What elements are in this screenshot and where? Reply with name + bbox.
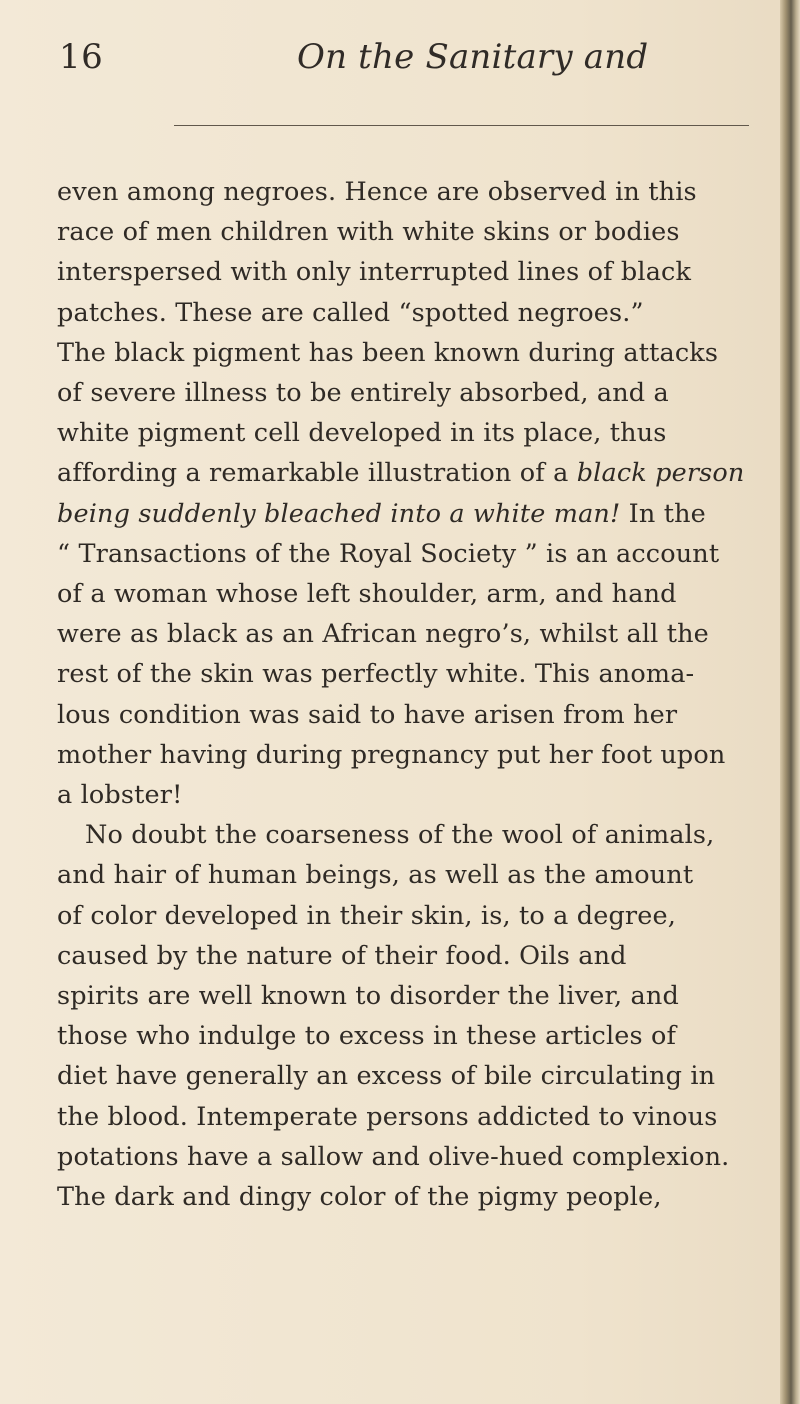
page-header [0, 0, 800, 140]
text-line-24: the blood. Intemperate persons addicted to vinous [57, 1101, 718, 1132]
text-line-8-italic: black person [576, 458, 745, 489]
text-line-25: potations have a sallow and olive-hued complexion. [57, 1141, 730, 1172]
text-line-9 [57, 494, 748, 534]
text-line-3: interspersed with only interrupted lines of black [57, 257, 692, 288]
running-head: On the Sanitary and [297, 37, 649, 77]
text-line-10: “ Transactions of the Royal Society ” is an account [57, 538, 720, 569]
text-line-12: were as black as an African negro’s, whilst all the [57, 619, 709, 650]
text-line-20: caused by the nature of their food. Oils and [57, 940, 627, 971]
text-line-4: patches. These are called “spotted negroes.” [57, 297, 644, 328]
page-edge [780, 0, 800, 1404]
text-line-13: rest of the skin was perfectly white. This anoma- [57, 659, 695, 690]
text-line-23: diet have generally an excess of bile circulating in [57, 1061, 716, 1092]
text-line-18: and hair of human beings, as well as the amount [57, 860, 694, 891]
text-line-8 [57, 453, 748, 493]
text-line-15: mother having during pregnancy put her foot upon [57, 739, 726, 770]
text-line-11: of a woman whose left shoulder, arm, and hand [57, 579, 677, 610]
text-line-1: even among negroes. Hence are observed in this [57, 177, 697, 207]
text-line-26: The dark and dingy color of the pigmy people, [57, 1182, 662, 1213]
text-line-17: No doubt the coarseness of the wool of animals, [85, 820, 715, 851]
header-rule [174, 125, 749, 126]
text-line-19: of color developed in their skin, is, to a degree, [57, 900, 677, 931]
text-line-22: those who indulge to excess in these articles of [57, 1021, 677, 1052]
text-line-9-italic: being suddenly bleached into a white man! [57, 498, 621, 529]
text-line-21: spirits are well known to disorder the liver, and [57, 981, 679, 1012]
text-line-14: lous condition was said to have arisen from her [57, 699, 678, 730]
text-line-9-suffix: In the [620, 498, 706, 529]
text-line-5: The black pigment has been known during attacks [57, 337, 719, 368]
text-line-2: race of men children with white skins or bodies [57, 217, 680, 248]
text-line-7: white pigment cell developed in its place, thus [57, 418, 667, 449]
page-number: 16 [59, 37, 104, 77]
body-text [57, 172, 748, 1217]
text-line-6: of severe illness to be entirely absorbed, and a [57, 378, 669, 409]
text-line-8-prefix: affording a remarkable illustration of a [57, 458, 577, 489]
text-line-16: a lobster! [57, 780, 183, 811]
